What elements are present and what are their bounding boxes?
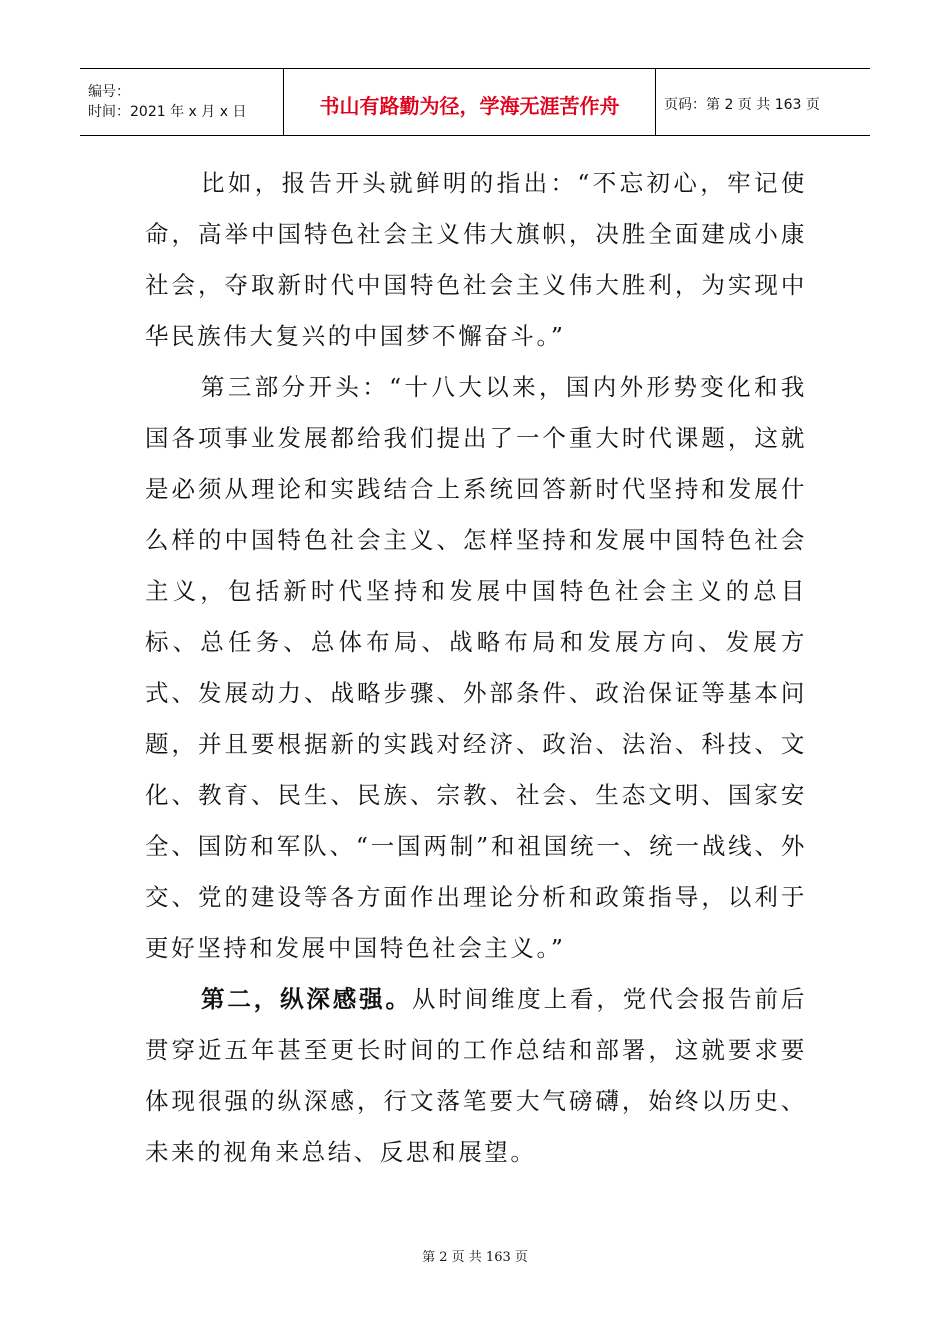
header-motto: 书山有路勤为径，学海无涯苦作舟 [284,69,656,135]
paragraph-3-text: 从时间维度上看，党代会报告前后贯穿近五年甚至更长时间的工作总结和部署，这就要求要体现很强的纵深感，行文落笔要大气磅礴，始终以历史、未来的视角来总结、反思和展望。 [145,985,807,1166]
paragraph-1: 比如，报告开头就鲜明的指出：“不忘初心，牢记使命，高举中国特色社会主义伟大旗帜，决胜全面建成小康社会，夺取新时代中国特色社会主义伟大胜利，为实现中华民族伟大复兴的中国梦不懈奋斗。” [145,169,807,350]
header-meta [80,69,284,135]
paragraph-2: 第三部分开头：“十八大以来，国内外形势变化和我国各项事业发展都给我们提出了一个重大时代课题，这就是必须从理论和实践结合上系统回答新时代坚持和发展什么样的中国特色社会主义、怎样坚持和发展中国特色社会主义，包括新时代坚持和发展中国特色社会主义的总目标、总任务、总体布局、战略布局和发展方向、发展方式、发展动力、战略步骤、外部条件、政治保证等基本问题，并且要根据新的实践对经济、政治、法治、科技、文化、教育、民生、民族、宗教、社会、生态文明、国家安全、国防和军队、“一国两制”和祖国统一、统一战线、外交、党的建设等各方面作出理论分析和政策指导，以利于更好坚持和发展中国特色社会主义。” [145,373,807,962]
page-footer: 第 2 页 共 163 页 [422,1250,528,1265]
paragraph-3-heading: 第二，纵深感强。 [201,985,412,1013]
header-page-label: 页码：第 2 页 共 163 页 [664,97,820,113]
document-date-label: 时间：2021 年 x 月 x 日 [88,104,247,120]
paragraph-3 [145,974,807,1178]
document-number-label: 编号： [88,84,130,100]
document-body [145,158,807,1178]
page-header [80,68,870,136]
